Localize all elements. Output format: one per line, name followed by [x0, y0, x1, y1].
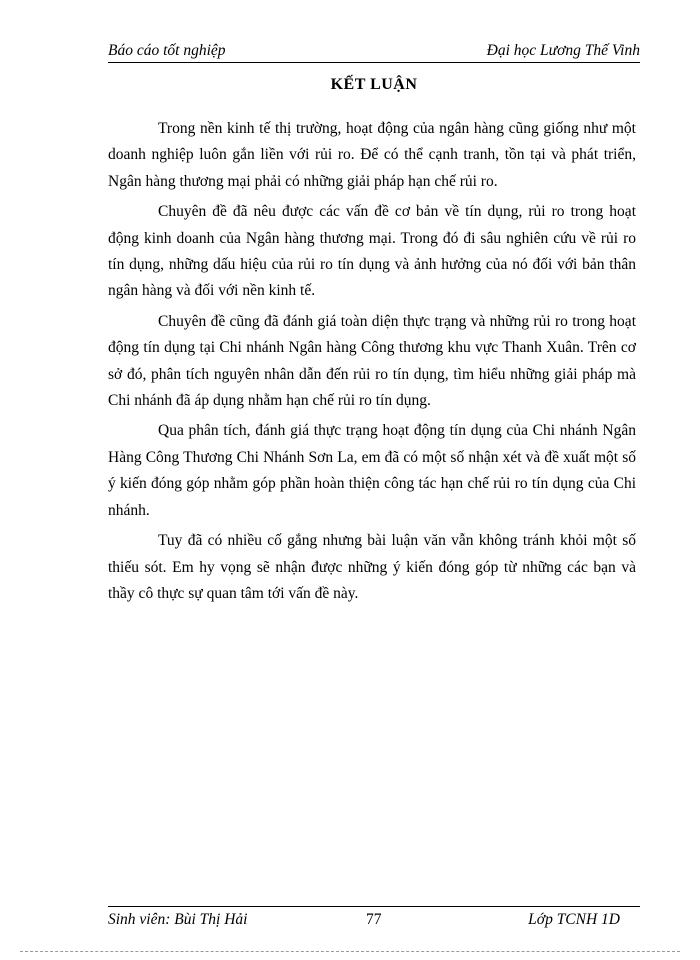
- page-title: KẾT LUẬN: [330, 76, 418, 93]
- page-bottom-divider: [20, 951, 680, 952]
- paragraph: Trong nền kinh tế thị trường, hoạt động của ngân hàng cũng giống như một doanh nghiệp luôn gắn liền với rủi ro. Để có thể cạnh tranh, tồn tại và phát triển, Ngân hàng thương mại phải có những giải pháp hạn chế rủi ro.: [108, 120, 636, 190]
- header-university-label: Đại học Lương Thế Vinh: [486, 42, 640, 59]
- header-report-label: Báo cáo tốt nghiệp: [108, 42, 226, 59]
- body-text: [108, 116, 636, 611]
- page-header: [108, 40, 640, 63]
- paragraph: Tuy đã có nhiều cố gắng nhưng bài luận văn vẫn không tránh khỏi một số thiếu sót. Em hy vọng sẽ nhận được những ý kiến đóng góp từ những các bạn và thầy cô thực sự quan tâm tới vấn đề này.: [108, 532, 636, 602]
- footer-student-name: Sinh viên: Bùi Thị Hải: [108, 911, 248, 928]
- paragraph: Chuyên đề cũng đã đánh giá toàn diện thực trạng và những rủi ro trong hoạt động tín dụng tại Chi nhánh Ngân hàng Công thương khu vực Thanh Xuân. Trên cơ sở đó, phân tích nguyên nhân dẫn đến rủi ro tín dụng, tìm hiểu những giải pháp mà Chi nhánh đã áp dụng nhằm hạn chế rủi ro tín dụng.: [108, 312, 636, 410]
- page-footer: [108, 906, 640, 931]
- page-number: 77: [366, 911, 382, 928]
- paragraph: Chuyên đề đã nêu được các vấn đề cơ bản về tín dụng, rủi ro trong hoạt động kinh doanh của Ngân hàng thương mại. Trong đó đi sâu nghiên cứu về rủi ro tín dụng, những dấu hiệu của rủi ro tín dụng và ảnh hưởng của nó đối với bản thân ngân hàng và đối với nền kinh tế.: [108, 203, 636, 300]
- paragraph: Qua phân tích, đánh giá thực trạng hoạt động tín dụng của Chi nhánh Ngân Hàng Công Thương Chi Nhánh Sơn La, em đã có một số nhận xét và đề xuất một số ý kiến đóng góp nhằm góp phần hoàn thiện công tác hạn chế rủi ro tín dụng của Chi nhánh.: [108, 422, 636, 519]
- footer-class-label: Lớp TCNH 1D: [528, 911, 620, 928]
